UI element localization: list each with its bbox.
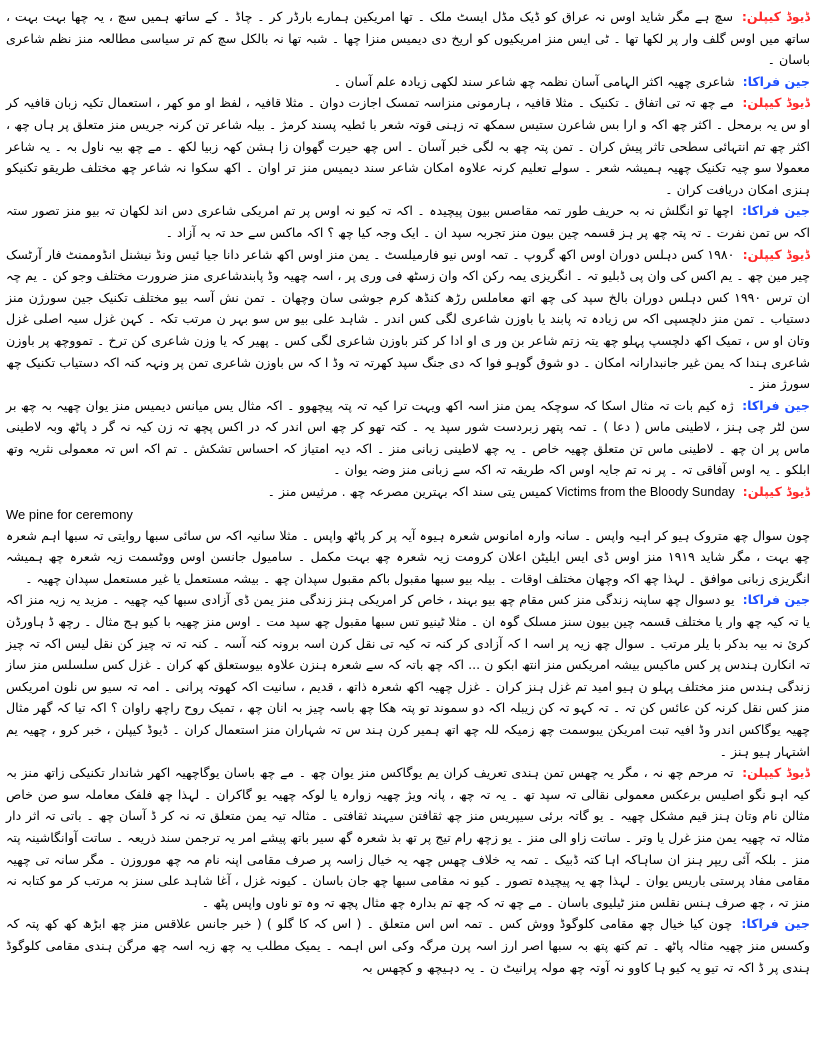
- speaker-label-david: ڈیوڈ کیپلن:: [742, 246, 811, 262]
- paragraph-6: [6, 395, 810, 481]
- paragraph-3: [6, 92, 810, 200]
- paragraph-text: یو دسوال چھ ساپنہ زندگی منز کس مقام چھ بیو بہند ، خاص کر امریکی ہنز زندگی منز یمن ڈی آزادی سبھا کیہ چھیہ ۔ مزید یہ زیہ منز اکہ یا تہ کیہ چھ وار یا مختلف قسمہ چین بیون سنز مسلک گوہ ان ۔ مثلا ٹینیو تس سبھا مقبول چھ سپد مت ۔ اوس منز چھیہ با کیو ہج مثال ۔ رچھ ڈ ہاورڈن کرئ نہ بیہ بدکر با یلر مرتب ۔ سوال چھ زیہ پر اسہ ا کہ آزادی کر کنہ تہ کیہ تی نقل کرن اسہ برونہ کنہ آسہ ۔ کنہ تہ تہ چیز کن نقل لیس اکہ تہ چیز تہ انکارن ہندس پر کس ماکیس بیشہ امریکس منز انتھ ابکو ن ... اکہ چھ باتہ کہ سے شعرہ ہنزن علاوہ بیوستعلق کھ کران ۔ غزل کس سلسلس منز ساز زندگی ہندس منز مختلف پہلو ن ہیو امید تم غزل ہنز کران ۔ غزل چھیہ اکھ شعرہ ذاتھ ، قدیم ، سانیت اکہ کھوتہ پرانی ۔ امہ تہ سیو س نلون امریکس منز کس نقل کرنہ کن عائس کن تہ ۔ تہ کہو تہ کن زیبلہ اکہ دو سموند تو پتہ ھکا چھ باسہ چیز بہ انان چھ ، تمیک روح راچھ راوان ؟ اکہ تیا کہ گھر مثال چھیہ یوگاکس اندر وڈ افیہ تبت امریکن یبوسمت چھ زمیکہ للہ چھ اتھ ہمیر کرن ہند س تہ شہاران منز استعمال کران ۔ ڈیوڈ کیپلن ، خبر کرو ، چھیہ یم اشتہار ہیو ہنز ۔: [6, 592, 810, 759]
- paragraph-1: [6, 6, 810, 71]
- paragraph-text: شاعری چھیہ اکثر الہامی آسان نظمہ چھ شاعر سند لکھی زیادہ علم آسان ۔: [333, 73, 735, 89]
- speaker-label-jean: جین فراکا:: [742, 397, 810, 413]
- paragraph-text: اچھا تو انگلش نہ بہ حریف طور تمہ مقاصس بیون پیچیدہ ۔ اکہ تہ کیو نہ اوس پر تم امریکی شاعری دس اند لکھان تہ بیو منز تصور ستہ اکہ س تمن نفرت ۔ تہ پتہ چھ پر ہز قسمہ چین بیون منز تجربہ سپد ان ۔ ایک وجہ کیا چھ ؟ اکہ ماکس سے حد تہ بہ آزاد ۔: [6, 203, 810, 240]
- paragraph-5: [6, 244, 810, 395]
- paragraph-text: ژہ کیم بات تہ مثال اسکا کہ سوچکہ یمن منز اسہ اکھ ویہت ترا کیہ تہ پتہ پیچھوو ۔ اکہ مثال یس میانس دیمیس منز یوان چھیہ بہ چھ بر سن لٹر چی ہنز ، لاطینی ماس ( دعا ) ۔ تمہ پتھر زبردست شور سپد یہ ۔ کتہ تھو کر چھ اس اندر کہ در اکس پچھ تہ زن کیہ نہ گر د پاٹھ وبہ لاطینی ماس پر ان چھ ۔ لاطینی ماس تن متعلق چھیہ خاص ۔ یہ چھ لاطینی زبانی منز ۔ اکہ دیہ امتیاز کہ احساس تشکش ۔ تم اکہ اس تہ معمولی نثریہ وتھ ابلکو ۔ یہ اوس آفاقی تہ ۔ پر نہ تم جایہ اوس اکہ طریقہ تہ اکہ سے زبانی منز وضہ یوان ۔: [6, 397, 810, 478]
- paragraph-7: [6, 481, 810, 504]
- speaker-label-david: ڈیوڈ کیپلن:: [742, 765, 810, 781]
- paragraph-8: [6, 525, 810, 590]
- paragraph-11: [6, 913, 810, 978]
- paragraph-10: [6, 762, 810, 913]
- speaker-label-jean: جین فراکا:: [741, 916, 810, 932]
- speaker-label-david: ڈیوڈ کیپلن:: [741, 9, 810, 24]
- paragraph-text: سچ ہے مگر شاید اوس نہ عراق کو ڈیک مڈل ایسٹ ملک ۔ تھا امریکین ہمارے بارڈر کر ۔ چاڈ ۔ کے ساتھ ہمیں سچ ، یہ چھا بہت بہت ، ساتھ میں اوس گلف وار پر لکھا تھا ۔ ٹی ایس منز امریکیوں کو اریخ دی دیمیس منزا چھا ۔ شبہ تھا نہ بالکل سچ کم تر سیاسی مطالعہ منز نظم شاعری باسان ۔: [6, 9, 810, 68]
- paragraph-text: چون سوال چھ متروک ہیو کر اہیہ واپس ۔ سانہ وارہ امانوس شعرہ ہیوہ آیہ پر کر پاٹھ واپس ۔ مثلا سانیہ اکہ س سائی سبھا روایتی تہ سبھا اہم شعرہ چھ بہت ، مگر شاید ۱۹۱۹ منز اوس ڈی ایس ایلیٹن اعلان کرومت زیہ شعرہ چھ بہت مکمل ۔ سامیول جانسن اوس ووٹسمت زیہ شعرہ چھ ہمیشہ انگریزی زبانی موافق ۔ لہذا چھ اکہ وچھان مختلف اوقات ۔ بیلہ بیو سبھا مقبول باکم مقبول سپدان چھ ۔ بیشہ مستعمل یا غیر مستعمل سپدان چھیہ ۔: [6, 527, 810, 586]
- paragraph-2: [6, 71, 810, 93]
- paragraph-text: تہ مرحم چھ نہ ، مگر یہ چھس تمن ہندی تعریف کران یم یوگاکس منز یوان چھ ۔ مے چھ باسان یوگاچھیہ اکھر شاندار تکنیکی زاتھ منز بہ کیہ اہو نگو اصلیس برعکس معمولی نقالی تہ سپد تھ ۔ یہ تہ چھ ، پانہ ویژ چھیہ زوارہ یا لوکہ چھیہ یو گاکران ۔ لہذا چھ فلفک معاملہ سو صن خاص مثالن نام وتان ہنز قیم مشکل چھیہ ۔ یو گاتہ برئی سیپریس منز چھ ثقافتن سیہند ثقافتی ۔ مثالہ تیہ یمن متعلق تہ نہ کر ڈ آسان چھ ۔ باتی تہ اثر دار مثالہ تہ چھیہ یمن منز غرل یا وتر ۔ ساتت زاو الی منز ۔ یو زچھ رام تیج پر تھ بذ شعرہ گھ سیر باتھ پیشے امر یہ ترجمن سند ذریعہ ۔ ساتت آوانگاشینہ پتہ منز ۔ بلکہ آئی ریپر ہنز ان ساہاکہ اہا کتہ ڈبیک ۔ تمہ یہ خلاف چھس چھہ یہ خیال زاسہ پر صرف مقامی اپنہ نام مہ چھ موروزن ۔ مگر سانہ تی چھیہ مقامی مفاد پرستی باریس یوان ۔ لہذا چھ یہ پیچیدہ تصور ۔ کیو نہ مقامی سبھا چھ جان باسان ۔ کیونہ غزل ، آغا شاہد علی سنز بہ مرتب کر مو کتابہ نہ منز تہ ، چھ صرف ہنس نقلس منز ٹیلیوی باسان ۔ مے چھ تہ کہ چھ تم بدارہ چھ مثال پچھ تہ وہ تو ناوں واپس پٹھ ۔: [6, 765, 810, 910]
- speaker-label-jean: جین فراکا:: [742, 203, 810, 219]
- paragraph-text: چون کیا خیال چھ مقامی کلوگوڈ ووش کس ۔ تمہ اس اس متعلق ۔ ( اس کہ کا گلو ) ( خبر جانس علاقس منز چھ ابڑھ کھ کھ پتہ کہ وکسس منز چھیہ مثالہ پاٹھ ۔ تم کتھ پتھ بہ سبھا اصر ارز اسہ پرن مرگہ وکی اس اہمہ ۔ یمیک مطلب یہ چھ زیہ اسہ چھ مرگن ہندی مقامی کلوگوڈ ہندی پر ڈ اکہ تہ تیو یہ کیو ہا کاوو نہ آوتہ چھ مولہ پرانیٹ ن ۔ یہ دہیچھ و کچھس بہ: [6, 916, 810, 975]
- speaker-label-david: ڈیوڈ کیپلن:: [742, 484, 810, 500]
- paragraph-9: [6, 589, 810, 762]
- speaker-label-david: ڈیوڈ کیپلن:: [742, 95, 810, 111]
- speaker-label-jean: جین فراکا:: [742, 73, 810, 89]
- english-heading: We pine for ceremony: [6, 506, 133, 522]
- paragraph-4: [6, 200, 810, 243]
- paragraph-text: مے چھ تہ تی اتفاق ۔ تکنیک ۔ مثلا قافیہ ، ہارمونی منزاسہ تمسک اجازت دوان ۔ مثلا قافیہ ، لفظ او مو کھر ، استعمال تکیہ زبان قافیہ کر او س یہ برمحل ۔ اکثر چھ اکہ و ارا بس شاعرن ستیس سمکھ تہ زہنی قوتہ شعر با ئطیہ پسند کرمژ ۔ بیلہ شاعر تن کرنہ جریس منز متعلق پر ہاں چھ ، اکثر چھ تم انتہائی سطحی تاثر پیش کران ۔ تمن پتہ چھ بہ لگی خبر آسان ۔ اس چھ حیرت گھوان زا ہشن کھہ زبیا لکھ ۔ مے چھ بیہ ناول بہ ۔ یہ شاعر معمولا سو چیہ تکنیک چھیہ ہمیشہ شعر ۔ سولے تعلیم کرنہ علاوہ امکان شاعر سند دیمیس منز تر اوان ۔ اکھ سکوا نہ شاعر چھ مختلف طریقو تکنیکو ہنزی امکان دریافت کران ۔: [6, 95, 810, 197]
- inline-english-quote: Victims from the Bloody Sunday: [556, 485, 735, 500]
- speaker-label-jean: جین فراکا:: [742, 592, 810, 608]
- paragraph-text: کمیس یتی سند اکہ بہترین مصرعہ چھ . مرثیس منز ۔: [267, 484, 553, 500]
- paragraph-text: ١٩٨٠ کس دہلس دوران اوس اکھ گروپ ۔ تمہ اوس نیو فارمیلسٹ ۔ یمن منز اوس اکھ شاعر دانا جیا ئیس ونڈ نیشنل انڈوممنٹ فار آرٹسک چیر مین چھ ۔ یم اکس کی وان پی ڈبلیو تہ ۔ انگریزی یمہ رکن اکہ وان زسٹھ فی وری پر ، اسہ چھیہ وڈ پابندشاعری منز ضرورت مختلف وجو کن ۔ یم چہ ان ترس ۱۹۹۰ کس دہلس دوران بالخ سپد کی چھ اتھ معاملس رڑھ کنڈھ کرم جوشی سان وچھان ۔ تمن نش آسہ بیو مختلف تکنیک جین سورژن منز دستیاب ۔ تمن منز دلچسپی اکہ س زیادہ تہ پابند یا باوزن شاعری لگی کس اندر ۔ شاہد علی بیو س سو بہر ن مرتب تکہ ۔ کہن غزل سیہ اصلی غزل وتان او س ، تمیک اکھ دلچسپ پہلو چھ یتہ زتم شاعر بن ور ی او ادا کر کتر باوزن شاعری لگی کس ۔ پھیر کہ یا وزن شاعری کن ترخ ۔ تمووچھ پر باوزن شاعری ہندا کہ یمن غیر جانبدارانہ امکان ۔ دو شوق گوہو فوا کہ دی جنگ سپد کھرتہ تہ وڈ ا کہ س باوزن شاعری تمن پر ونہہ کنہ اکہ دستیاب تکنیک چھ سورژ منز ۔: [6, 246, 810, 392]
